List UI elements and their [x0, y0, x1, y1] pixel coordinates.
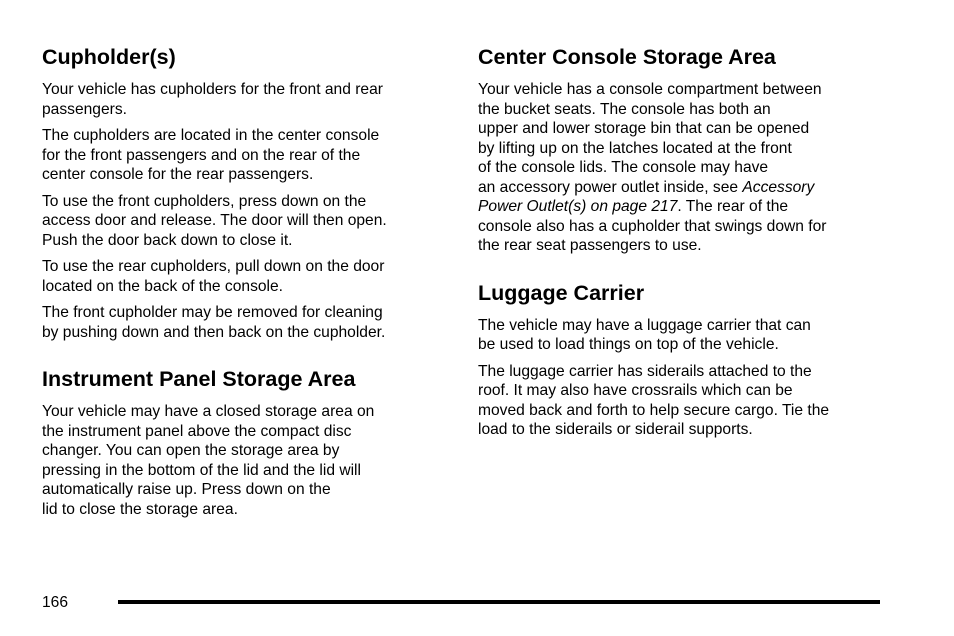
instrument-panel-paragraph: Your vehicle may have a closed storage area on the instrument panel above the compact disc changer. You can open the storage area by pressing in the bottom of the lid and the lid will automatically raise up. Press down on the lid to close the storage area. — [42, 403, 375, 518]
center-console-paragraph — [478, 80, 882, 256]
luggage-carrier-paragraph-1: The vehicle may have a luggage carrier that can be used to load things on top of the vehicle. — [478, 316, 811, 353]
cupholders-paragraph-1: Your vehicle has cupholders for the front and rear passengers. — [42, 81, 383, 118]
cupholders-paragraph-3: To use the front cupholders, press down on the access door and release. The door will then open. Push the door back down to close it. — [42, 192, 387, 249]
left-column — [42, 42, 442, 526]
center-console-text-before: Your vehicle has a console compartment between the bucket seats. The console has both an upper and lower storage bin that can be opened by lifting up on the latches located at the front of the console lids. The console may have an accessory power outlet inside, see — [478, 81, 822, 196]
right-column — [478, 42, 882, 447]
center-console-text-after: . The rear of the console also has a cupholder that swings down for the rear seat passengers to use. — [478, 198, 827, 254]
luggage-carrier-heading: Luggage Carrier — [478, 280, 645, 305]
cupholders-paragraph-5: The front cupholder may be removed for cleaning by pushing down and then back on the cupholder. — [42, 304, 386, 341]
instrument-panel-heading: Instrument Panel Storage Area — [42, 367, 356, 391]
accessory-power-outlet-reference[interactable]: Accessory Power Outlet(s) on page 217 — [478, 178, 815, 215]
cupholders-paragraph-2: The cupholders are located in the center console for the front passengers and on the rear of the center console for the rear passengers. — [42, 127, 380, 183]
luggage-carrier-paragraph-2: The luggage carrier has siderails attached to the roof. It may also have crossrails which can be moved back and forth to help secure cargo. Tie the load to the siderails or siderail supports. — [478, 362, 830, 438]
page-number: 166 — [42, 594, 69, 611]
cupholders-heading: Cupholder(s) — [42, 45, 176, 69]
center-console-heading: Center Console Storage Area — [478, 45, 776, 69]
cupholders-paragraph-4: To use the rear cupholders, pull down on the door located on the back of the console. — [42, 258, 385, 295]
footer-divider — [118, 600, 880, 604]
